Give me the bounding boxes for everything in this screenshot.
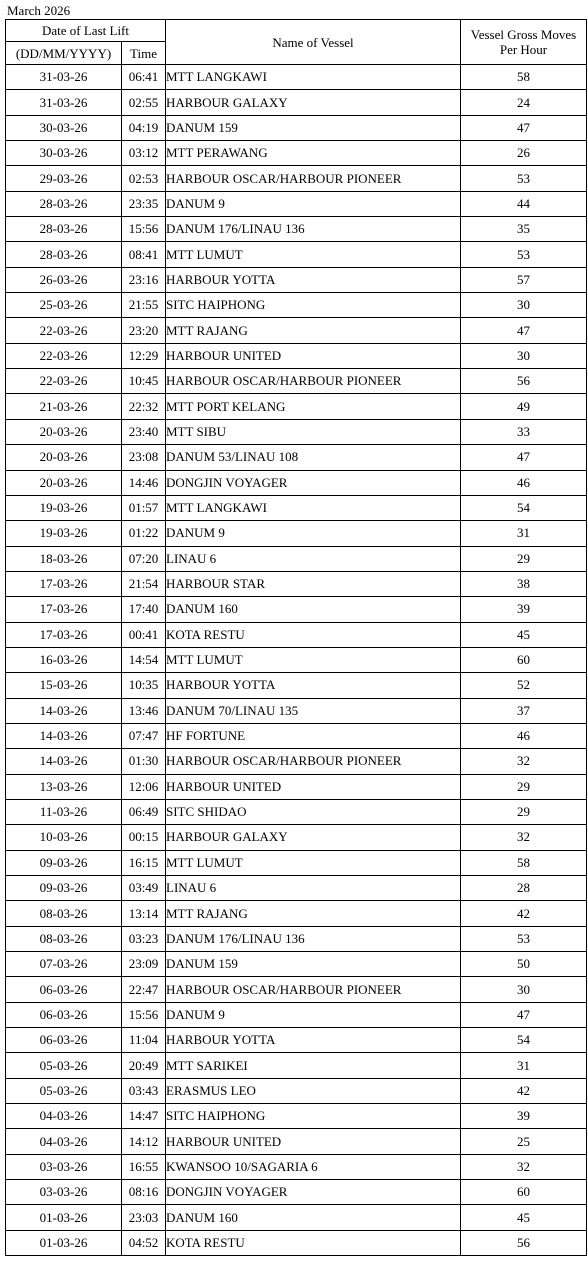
cell-vessel-name: ERASMUS LEO (166, 1078, 461, 1103)
cell-vessel-name: DANUM 9 (166, 191, 461, 216)
cell-time: 11:04 (122, 1028, 166, 1053)
cell-date: 21-03-26 (6, 394, 122, 419)
cell-time: 15:56 (122, 1002, 166, 1027)
cell-vessel-name: LINAU 6 (166, 546, 461, 571)
cell-date: 07-03-26 (6, 952, 122, 977)
cell-date: 06-03-26 (6, 977, 122, 1002)
cell-vessel-name: MTT PORT KELANG (166, 394, 461, 419)
cell-time: 04:19 (122, 115, 166, 140)
cell-time: 17:40 (122, 597, 166, 622)
table-row (6, 1154, 587, 1179)
table-row (6, 242, 587, 267)
cell-gross-moves: 30 (461, 343, 587, 368)
cell-time: 21:55 (122, 293, 166, 318)
cell-date: 08-03-26 (6, 901, 122, 926)
cell-date: 28-03-26 (6, 242, 122, 267)
table-row (6, 369, 587, 394)
cell-gross-moves: 38 (461, 571, 587, 596)
cell-vessel-name: HARBOUR OSCAR/HARBOUR PIONEER (166, 749, 461, 774)
cell-time: 00:15 (122, 825, 166, 850)
table-row (6, 318, 587, 343)
cell-vessel-name: DANUM 176/LINAU 136 (166, 926, 461, 951)
header-gross-moves-line2: Per Hour (499, 42, 548, 57)
table-row (6, 445, 587, 470)
cell-date: 09-03-26 (6, 850, 122, 875)
table-row (6, 65, 587, 90)
table-row (6, 723, 587, 748)
header-gross-moves-line1: Vessel Gross Moves (470, 27, 577, 42)
cell-gross-moves: 42 (461, 1078, 587, 1103)
cell-date: 30-03-26 (6, 141, 122, 166)
cell-gross-moves: 39 (461, 1104, 587, 1129)
cell-date: 22-03-26 (6, 343, 122, 368)
cell-date: 05-03-26 (6, 1053, 122, 1078)
cell-gross-moves: 29 (461, 774, 587, 799)
table-row (6, 1078, 587, 1103)
table-row (6, 926, 587, 951)
cell-date: 15-03-26 (6, 673, 122, 698)
table-row (6, 470, 587, 495)
cell-date: 17-03-26 (6, 622, 122, 647)
cell-gross-moves: 47 (461, 445, 587, 470)
table-row (6, 90, 587, 115)
cell-time: 06:41 (122, 65, 166, 90)
cell-date: 11-03-26 (6, 799, 122, 824)
cell-time: 15:56 (122, 217, 166, 242)
cell-time: 01:30 (122, 749, 166, 774)
cell-time: 12:29 (122, 343, 166, 368)
cell-gross-moves: 31 (461, 1053, 587, 1078)
cell-date: 28-03-26 (6, 217, 122, 242)
cell-vessel-name: DANUM 160 (166, 597, 461, 622)
cell-vessel-name: HARBOUR UNITED (166, 774, 461, 799)
header-vessel-name: Name of Vessel (166, 20, 461, 65)
table-row (6, 876, 587, 901)
table-row (6, 166, 587, 191)
cell-date: 31-03-26 (6, 90, 122, 115)
cell-time: 13:46 (122, 698, 166, 723)
cell-vessel-name: DANUM 176/LINAU 136 (166, 217, 461, 242)
cell-time: 23:08 (122, 445, 166, 470)
cell-vessel-name: HARBOUR OSCAR/HARBOUR PIONEER (166, 977, 461, 1002)
table-row (6, 749, 587, 774)
table-row (6, 977, 587, 1002)
cell-time: 23:16 (122, 267, 166, 292)
cell-time: 12:06 (122, 774, 166, 799)
cell-gross-moves: 28 (461, 876, 587, 901)
cell-gross-moves: 57 (461, 267, 587, 292)
cell-gross-moves: 60 (461, 647, 587, 672)
header-gross-moves (461, 20, 587, 65)
cell-gross-moves: 53 (461, 242, 587, 267)
table-row (6, 1028, 587, 1053)
table-row (6, 673, 587, 698)
cell-gross-moves: 52 (461, 673, 587, 698)
cell-gross-moves: 47 (461, 318, 587, 343)
cell-time: 23:35 (122, 191, 166, 216)
table-row (6, 799, 587, 824)
table-row (6, 1002, 587, 1027)
cell-vessel-name: DANUM 9 (166, 1002, 461, 1027)
cell-gross-moves: 46 (461, 723, 587, 748)
cell-time: 03:12 (122, 141, 166, 166)
cell-gross-moves: 47 (461, 115, 587, 140)
cell-gross-moves: 24 (461, 90, 587, 115)
cell-time: 02:55 (122, 90, 166, 115)
cell-time: 07:47 (122, 723, 166, 748)
cell-time: 14:12 (122, 1129, 166, 1154)
cell-vessel-name: DONGJIN VOYAGER (166, 470, 461, 495)
cell-vessel-name: MTT LANGKAWI (166, 495, 461, 520)
table-row (6, 394, 587, 419)
cell-date: 10-03-26 (6, 825, 122, 850)
cell-time: 16:55 (122, 1154, 166, 1179)
cell-time: 22:47 (122, 977, 166, 1002)
cell-date: 17-03-26 (6, 571, 122, 596)
cell-date: 20-03-26 (6, 419, 122, 444)
cell-vessel-name: HARBOUR YOTTA (166, 1028, 461, 1053)
cell-gross-moves: 54 (461, 1028, 587, 1053)
cell-date: 29-03-26 (6, 166, 122, 191)
cell-time: 21:54 (122, 571, 166, 596)
cell-date: 08-03-26 (6, 926, 122, 951)
cell-date: 09-03-26 (6, 876, 122, 901)
table-row (6, 1053, 587, 1078)
cell-date: 06-03-26 (6, 1002, 122, 1027)
table-row (6, 571, 587, 596)
cell-gross-moves: 37 (461, 698, 587, 723)
header-date-of-last-lift: Date of Last Lift (6, 20, 166, 42)
table-row (6, 419, 587, 444)
cell-gross-moves: 30 (461, 293, 587, 318)
table-row (6, 1230, 587, 1255)
cell-gross-moves: 53 (461, 926, 587, 951)
cell-gross-moves: 56 (461, 369, 587, 394)
cell-date: 22-03-26 (6, 369, 122, 394)
cell-gross-moves: 31 (461, 521, 587, 546)
table-row (6, 546, 587, 571)
cell-gross-moves: 35 (461, 217, 587, 242)
cell-time: 16:15 (122, 850, 166, 875)
table-row (6, 267, 587, 292)
header-date-format: (DD/MM/YYYY) (6, 42, 122, 65)
cell-date: 20-03-26 (6, 445, 122, 470)
cell-gross-moves: 33 (461, 419, 587, 444)
table-row (6, 622, 587, 647)
table-row (6, 597, 587, 622)
cell-vessel-name: DANUM 70/LINAU 135 (166, 698, 461, 723)
cell-gross-moves: 54 (461, 495, 587, 520)
cell-vessel-name: HARBOUR YOTTA (166, 267, 461, 292)
cell-date: 03-03-26 (6, 1180, 122, 1205)
table-row (6, 850, 587, 875)
cell-date: 28-03-26 (6, 191, 122, 216)
table-row (6, 774, 587, 799)
cell-vessel-name: DANUM 53/LINAU 108 (166, 445, 461, 470)
cell-gross-moves: 50 (461, 952, 587, 977)
cell-vessel-name: HARBOUR GALAXY (166, 90, 461, 115)
cell-gross-moves: 58 (461, 65, 587, 90)
cell-vessel-name: DONGJIN VOYAGER (166, 1180, 461, 1205)
cell-gross-moves: 60 (461, 1180, 587, 1205)
cell-time: 10:45 (122, 369, 166, 394)
cell-date: 01-03-26 (6, 1230, 122, 1255)
cell-date: 25-03-26 (6, 293, 122, 318)
cell-time: 06:49 (122, 799, 166, 824)
table-body (6, 65, 587, 1256)
cell-gross-moves: 56 (461, 1230, 587, 1255)
table-row (6, 191, 587, 216)
cell-vessel-name: KOTA RESTU (166, 1230, 461, 1255)
cell-gross-moves: 47 (461, 1002, 587, 1027)
table-row (6, 293, 587, 318)
cell-vessel-name: MTT SARIKEI (166, 1053, 461, 1078)
table-row (6, 495, 587, 520)
cell-vessel-name: HARBOUR GALAXY (166, 825, 461, 850)
cell-gross-moves: 30 (461, 977, 587, 1002)
cell-gross-moves: 44 (461, 191, 587, 216)
cell-gross-moves: 45 (461, 622, 587, 647)
cell-vessel-name: DANUM 159 (166, 115, 461, 140)
cell-gross-moves: 39 (461, 597, 587, 622)
table-caption: March 2026 (7, 3, 71, 18)
cell-vessel-name: MTT RAJANG (166, 901, 461, 926)
cell-date: 14-03-26 (6, 749, 122, 774)
cell-date: 20-03-26 (6, 470, 122, 495)
cell-time: 23:40 (122, 419, 166, 444)
cell-gross-moves: 32 (461, 749, 587, 774)
cell-time: 13:14 (122, 901, 166, 926)
table-row (6, 141, 587, 166)
cell-date: 26-03-26 (6, 267, 122, 292)
cell-gross-moves: 29 (461, 546, 587, 571)
cell-time: 01:22 (122, 521, 166, 546)
cell-time: 03:49 (122, 876, 166, 901)
cell-time: 23:03 (122, 1205, 166, 1230)
table-row (6, 1129, 587, 1154)
cell-vessel-name: HARBOUR OSCAR/HARBOUR PIONEER (166, 369, 461, 394)
cell-time: 07:20 (122, 546, 166, 571)
cell-gross-moves: 29 (461, 799, 587, 824)
cell-vessel-name: DANUM 159 (166, 952, 461, 977)
cell-date: 04-03-26 (6, 1104, 122, 1129)
cell-date: 01-03-26 (6, 1205, 122, 1230)
cell-time: 22:32 (122, 394, 166, 419)
cell-gross-moves: 32 (461, 825, 587, 850)
cell-date: 14-03-26 (6, 723, 122, 748)
cell-gross-moves: 53 (461, 166, 587, 191)
cell-vessel-name: HARBOUR YOTTA (166, 673, 461, 698)
cell-vessel-name: SITC SHIDAO (166, 799, 461, 824)
cell-vessel-name: HARBOUR OSCAR/HARBOUR PIONEER (166, 166, 461, 191)
table-row (6, 698, 587, 723)
cell-vessel-name: SITC HAIPHONG (166, 293, 461, 318)
cell-gross-moves: 26 (461, 141, 587, 166)
cell-vessel-name: HARBOUR UNITED (166, 343, 461, 368)
table-row (6, 1205, 587, 1230)
cell-time: 08:41 (122, 242, 166, 267)
cell-gross-moves: 46 (461, 470, 587, 495)
cell-gross-moves: 49 (461, 394, 587, 419)
table-row (6, 343, 587, 368)
cell-time: 01:57 (122, 495, 166, 520)
cell-time: 14:46 (122, 470, 166, 495)
cell-vessel-name: HARBOUR STAR (166, 571, 461, 596)
cell-date: 19-03-26 (6, 521, 122, 546)
cell-vessel-name: MTT LANGKAWI (166, 65, 461, 90)
cell-vessel-name: MTT PERAWANG (166, 141, 461, 166)
cell-time: 08:16 (122, 1180, 166, 1205)
cell-date: 04-03-26 (6, 1129, 122, 1154)
cell-time: 20:49 (122, 1053, 166, 1078)
cell-date: 06-03-26 (6, 1028, 122, 1053)
header-time: Time (122, 42, 166, 65)
table-row (6, 115, 587, 140)
cell-date: 18-03-26 (6, 546, 122, 571)
cell-date: 30-03-26 (6, 115, 122, 140)
cell-time: 04:52 (122, 1230, 166, 1255)
cell-vessel-name: DANUM 9 (166, 521, 461, 546)
table-row (6, 825, 587, 850)
cell-vessel-name: HARBOUR UNITED (166, 1129, 461, 1154)
vessel-productivity-table (5, 19, 587, 1256)
cell-time: 03:23 (122, 926, 166, 951)
cell-date: 16-03-26 (6, 647, 122, 672)
cell-vessel-name: DANUM 160 (166, 1205, 461, 1230)
cell-vessel-name: HF FORTUNE (166, 723, 461, 748)
cell-date: 22-03-26 (6, 318, 122, 343)
cell-gross-moves: 32 (461, 1154, 587, 1179)
cell-time: 23:20 (122, 318, 166, 343)
cell-date: 14-03-26 (6, 698, 122, 723)
cell-date: 05-03-26 (6, 1078, 122, 1103)
table-row (6, 1180, 587, 1205)
cell-time: 14:54 (122, 647, 166, 672)
cell-time: 23:09 (122, 952, 166, 977)
cell-vessel-name: MTT RAJANG (166, 318, 461, 343)
cell-vessel-name: SITC HAIPHONG (166, 1104, 461, 1129)
cell-time: 14:47 (122, 1104, 166, 1129)
cell-date: 03-03-26 (6, 1154, 122, 1179)
cell-gross-moves: 42 (461, 901, 587, 926)
cell-gross-moves: 45 (461, 1205, 587, 1230)
cell-vessel-name: KWANSOO 10/SAGARIA 6 (166, 1154, 461, 1179)
cell-gross-moves: 58 (461, 850, 587, 875)
cell-date: 17-03-26 (6, 597, 122, 622)
cell-date: 13-03-26 (6, 774, 122, 799)
cell-time: 02:53 (122, 166, 166, 191)
cell-vessel-name: MTT LUMUT (166, 242, 461, 267)
table-row (6, 521, 587, 546)
cell-date: 31-03-26 (6, 65, 122, 90)
cell-vessel-name: KOTA RESTU (166, 622, 461, 647)
table-row (6, 952, 587, 977)
cell-vessel-name: MTT LUMUT (166, 850, 461, 875)
cell-date: 19-03-26 (6, 495, 122, 520)
table-row (6, 647, 587, 672)
cell-vessel-name: LINAU 6 (166, 876, 461, 901)
cell-time: 10:35 (122, 673, 166, 698)
cell-vessel-name: MTT LUMUT (166, 647, 461, 672)
cell-time: 03:43 (122, 1078, 166, 1103)
table-row (6, 901, 587, 926)
table-row (6, 217, 587, 242)
cell-gross-moves: 25 (461, 1129, 587, 1154)
cell-vessel-name: MTT SIBU (166, 419, 461, 444)
table-row (6, 1104, 587, 1129)
cell-time: 00:41 (122, 622, 166, 647)
